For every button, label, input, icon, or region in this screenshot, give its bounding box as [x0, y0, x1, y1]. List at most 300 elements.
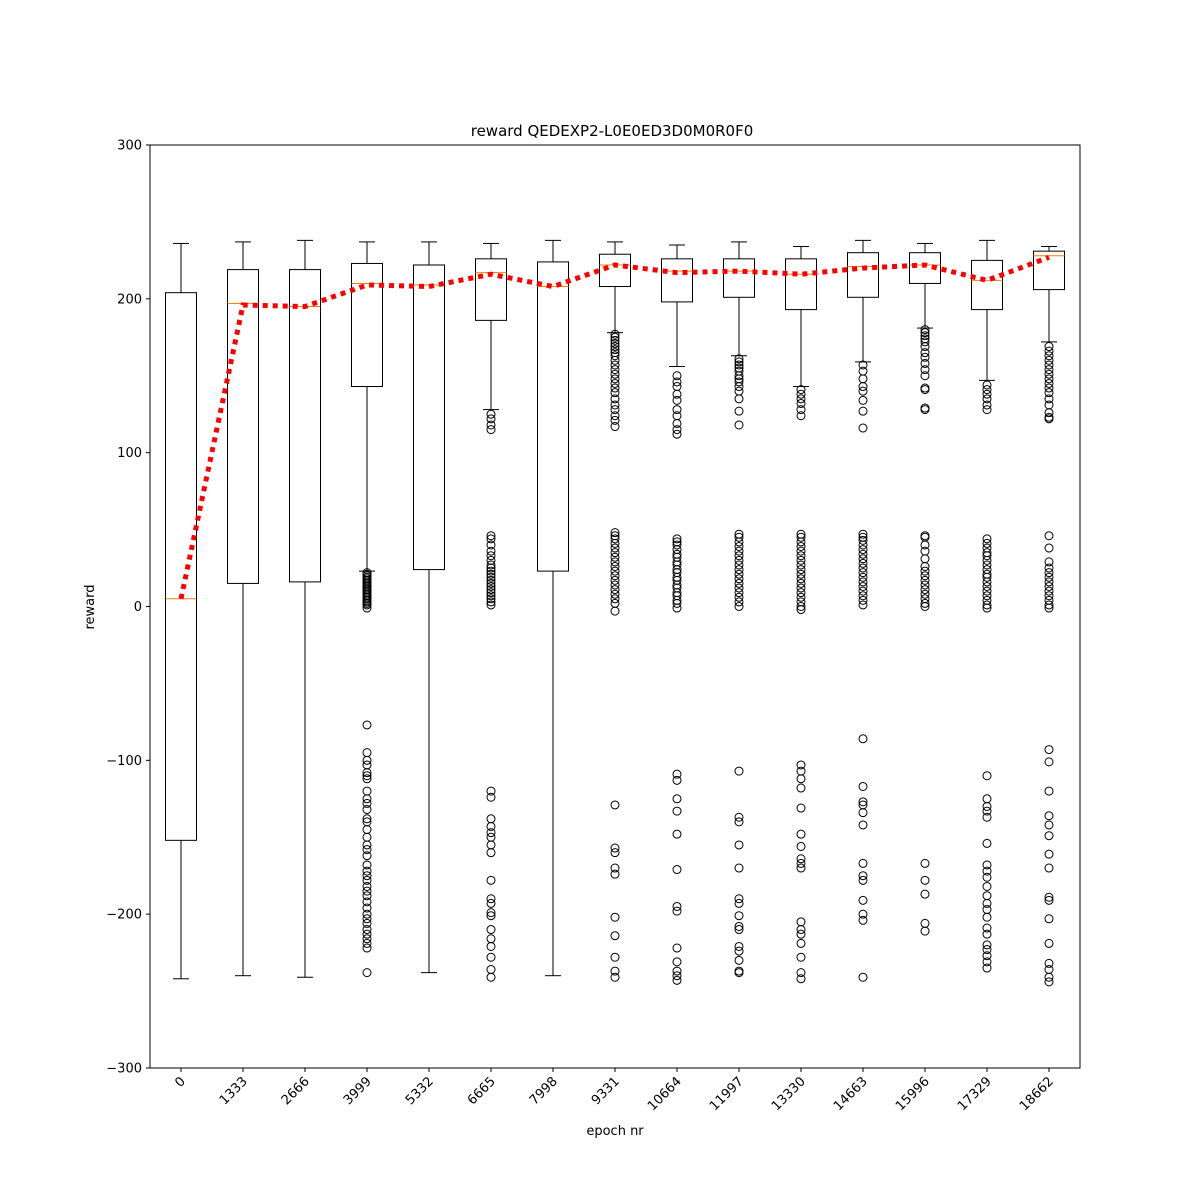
outlier-point — [735, 579, 743, 587]
outlier-point — [735, 538, 743, 546]
outlier-point — [363, 910, 371, 918]
outlier-point — [983, 535, 991, 543]
outlier-point — [1045, 850, 1053, 858]
outlier-point — [487, 966, 495, 974]
outlier-point — [1045, 973, 1053, 981]
outlier-point — [983, 930, 991, 938]
outlier-point — [1045, 821, 1053, 829]
outlier-point — [797, 556, 805, 564]
outlier-point — [983, 873, 991, 881]
outlier-point — [1045, 978, 1053, 986]
iqr-box — [414, 265, 445, 570]
outlier-point — [1045, 370, 1053, 378]
outlier-point — [797, 584, 805, 592]
x-tick-label: 3999 — [340, 1074, 375, 1109]
x-tick-label: 14663 — [830, 1074, 871, 1115]
outlier-point — [859, 564, 867, 572]
outlier-point — [921, 581, 929, 589]
outlier-point — [735, 603, 743, 611]
outlier-point — [859, 573, 867, 581]
box-13330 — [786, 247, 817, 983]
outlier-point — [1045, 352, 1053, 360]
outlier-point — [611, 563, 619, 571]
iqr-box — [786, 259, 817, 310]
outlier-point — [983, 882, 991, 890]
iqr-box — [290, 270, 321, 582]
outlier-point — [1045, 864, 1053, 872]
outlier-point — [1045, 592, 1053, 600]
outlier-point — [983, 578, 991, 586]
outlier-point — [1045, 587, 1053, 595]
outlier-point — [859, 735, 867, 743]
outlier-point — [673, 776, 681, 784]
box-14663 — [848, 240, 879, 981]
box-15996 — [910, 243, 941, 935]
outlier-point — [611, 567, 619, 575]
outlier-point — [487, 973, 495, 981]
outlier-point — [859, 809, 867, 817]
outlier-point — [363, 721, 371, 729]
box-3999 — [352, 242, 383, 977]
outlier-point — [1045, 966, 1053, 974]
outlier-point — [363, 852, 371, 860]
outlier-point — [921, 586, 929, 594]
outlier-point — [1045, 583, 1053, 591]
outlier-point — [983, 906, 991, 914]
outlier-point — [611, 412, 619, 420]
outlier-point — [1045, 532, 1053, 540]
outlier-point — [363, 926, 371, 934]
outlier-point — [983, 596, 991, 604]
outlier-point — [611, 544, 619, 552]
iqr-box — [724, 259, 755, 297]
outlier-point — [921, 349, 929, 357]
outlier-point — [735, 899, 743, 907]
chart-title: reward QEDEXP2-L0E0ED3D0M0R0F0 — [470, 122, 754, 140]
outlier-point — [363, 887, 371, 895]
outlier-point — [983, 544, 991, 552]
outlier-point — [797, 561, 805, 569]
x-tick-label: 7998 — [526, 1074, 561, 1109]
outlier-point — [797, 830, 805, 838]
outlier-point — [797, 579, 805, 587]
outlier-point — [673, 396, 681, 404]
outlier-point — [797, 566, 805, 574]
outlier-point — [735, 598, 743, 606]
outlier-point — [797, 953, 805, 961]
outlier-point — [735, 942, 743, 950]
outlier-point — [611, 590, 619, 598]
outlier-point — [797, 864, 805, 872]
outlier-point — [611, 581, 619, 589]
outlier-point — [363, 882, 371, 890]
outlier-point — [735, 813, 743, 821]
outlier-point — [487, 552, 495, 560]
outlier-point — [363, 867, 371, 875]
outlier-point — [487, 815, 495, 823]
outlier-point — [735, 593, 743, 601]
outlier-point — [797, 395, 805, 403]
outlier-point — [1045, 787, 1053, 795]
outlier-point — [921, 576, 929, 584]
outlier-point — [487, 899, 495, 907]
x-tick-label: 2666 — [278, 1074, 313, 1109]
y-tick-label: 200 — [117, 292, 142, 308]
outlier-point — [611, 849, 619, 857]
outlier-point — [487, 547, 495, 555]
outlier-point — [859, 916, 867, 924]
outlier-point — [859, 896, 867, 904]
outlier-point — [859, 559, 867, 567]
outlier-point — [363, 826, 371, 834]
box-0 — [166, 243, 197, 978]
x-tick-label: 5332 — [402, 1074, 437, 1109]
outlier-point — [797, 390, 805, 398]
outlier-point — [859, 821, 867, 829]
outlier-point — [735, 552, 743, 560]
x-axis — [172, 1068, 1056, 1114]
x-tick-label: 10664 — [644, 1074, 685, 1115]
outlier-point — [983, 913, 991, 921]
outlier-point — [363, 787, 371, 795]
outlier-point — [859, 546, 867, 554]
outlier-point — [735, 912, 743, 920]
outlier-point — [1045, 758, 1053, 766]
outlier-point — [673, 866, 681, 874]
outlier-point — [983, 802, 991, 810]
outlier-point — [487, 421, 495, 429]
outlier-point — [859, 383, 867, 391]
iqr-box — [228, 270, 259, 584]
outlier-point — [487, 953, 495, 961]
outlier-point — [1045, 746, 1053, 754]
box-11997 — [724, 242, 755, 977]
outlier-point — [363, 833, 371, 841]
outlier-point — [735, 575, 743, 583]
outlier-point — [859, 973, 867, 981]
outlier-point — [735, 566, 743, 574]
outlier-point — [983, 941, 991, 949]
outlier-point — [859, 592, 867, 600]
outlier-point — [673, 426, 681, 434]
outlier-point — [487, 410, 495, 418]
outlier-point — [673, 383, 681, 391]
outlier-point — [735, 818, 743, 826]
outlier-point — [487, 849, 495, 857]
box-2666 — [290, 240, 321, 977]
outlier-point — [1045, 375, 1053, 383]
outlier-point — [611, 366, 619, 374]
outlier-point — [735, 956, 743, 964]
outlier-point — [611, 576, 619, 584]
outlier-point — [921, 890, 929, 898]
outlier-point — [983, 592, 991, 600]
x-tick-label: 11997 — [706, 1074, 747, 1115]
outlier-point — [611, 553, 619, 561]
outlier-point — [611, 549, 619, 557]
outlier-point — [983, 381, 991, 389]
outlier-point — [797, 543, 805, 551]
outlier-point — [363, 795, 371, 803]
outlier-point — [673, 807, 681, 815]
outlier-point — [859, 569, 867, 577]
outlier-point — [1045, 569, 1053, 577]
outlier-point — [735, 547, 743, 555]
outlier-point — [735, 387, 743, 395]
outlier-point — [797, 918, 805, 926]
outlier-point — [983, 386, 991, 394]
outlier-point — [983, 587, 991, 595]
box-10664 — [662, 245, 693, 984]
y-axis — [106, 139, 150, 1077]
outlier-point — [983, 813, 991, 821]
x-tick-label: 0 — [172, 1074, 189, 1091]
x-tick-label: 15996 — [892, 1074, 933, 1115]
outlier-point — [797, 570, 805, 578]
outlier-point — [1045, 347, 1053, 355]
outlier-point — [673, 944, 681, 952]
outlier-point — [487, 426, 495, 434]
outlier-point — [983, 892, 991, 900]
outlier-point — [673, 907, 681, 915]
outlier-point — [611, 379, 619, 387]
outlier-point — [797, 775, 805, 783]
outlier-point — [983, 556, 991, 564]
outlier-point — [487, 793, 495, 801]
box-9331 — [600, 242, 631, 981]
outlier-point — [363, 806, 371, 814]
outlier-point — [673, 967, 681, 975]
outlier-point — [921, 572, 929, 580]
outlier-point — [673, 412, 681, 420]
outlier-point — [363, 939, 371, 947]
outlier-point — [921, 372, 929, 380]
iqr-box — [848, 253, 879, 298]
outlier-point — [735, 767, 743, 775]
outlier-point — [983, 839, 991, 847]
outlier-point — [735, 584, 743, 592]
outlier-point — [983, 539, 991, 547]
outlier-point — [983, 772, 991, 780]
outlier-point — [859, 424, 867, 432]
y-tick-label: 0 — [133, 600, 142, 615]
outlier-point — [363, 915, 371, 923]
outlier-point — [797, 939, 805, 947]
outlier-point — [859, 587, 867, 595]
plot-area — [166, 240, 1065, 985]
outlier-point — [859, 387, 867, 395]
outlier-point — [611, 607, 619, 615]
outlier-point — [611, 953, 619, 961]
outlier-point — [611, 586, 619, 594]
y-axis-label: reward — [83, 584, 98, 630]
outlier-point — [363, 969, 371, 977]
outlier-point — [487, 876, 495, 884]
outlier-point — [859, 555, 867, 563]
outlier-point — [983, 583, 991, 591]
outlier-point — [1045, 812, 1053, 820]
outlier-point — [673, 430, 681, 438]
x-tick-label: 17329 — [954, 1074, 995, 1115]
outlier-point — [797, 575, 805, 583]
outlier-point — [859, 578, 867, 586]
x-tick-label: 13330 — [768, 1074, 809, 1115]
outlier-point — [1045, 401, 1053, 409]
outlier-point — [921, 590, 929, 598]
outlier-point — [921, 555, 929, 563]
outlier-point — [735, 589, 743, 597]
outlier-point — [797, 593, 805, 601]
outlier-point — [859, 396, 867, 404]
outlier-point — [611, 595, 619, 603]
outlier-point — [983, 401, 991, 409]
outlier-point — [983, 795, 991, 803]
outlier-point — [363, 749, 371, 757]
outlier-point — [797, 598, 805, 606]
outlier-point — [859, 367, 867, 375]
x-tick-label: 6665 — [464, 1074, 499, 1109]
outlier-point — [797, 855, 805, 863]
outlier-point — [797, 547, 805, 555]
outlier-point — [859, 583, 867, 591]
outlier-point — [797, 538, 805, 546]
outlier-point — [921, 595, 929, 603]
outlier-point — [797, 412, 805, 420]
outlier-point — [735, 947, 743, 955]
outlier-point — [735, 407, 743, 415]
outlier-point — [611, 401, 619, 409]
outlier-point — [611, 356, 619, 364]
y-tick-label: −300 — [106, 1061, 142, 1077]
outlier-point — [859, 872, 867, 880]
outlier-point — [673, 902, 681, 910]
outlier-point — [487, 935, 495, 943]
outlier-point — [797, 859, 805, 867]
outlier-point — [735, 570, 743, 578]
outlier-point — [363, 841, 371, 849]
outlier-point — [921, 563, 929, 571]
outlier-point — [1045, 573, 1053, 581]
outlier-point — [611, 599, 619, 607]
outlier-point — [859, 550, 867, 558]
outlier-point — [797, 930, 805, 938]
outlier-point — [859, 375, 867, 383]
box-6665 — [476, 243, 507, 981]
outlier-point — [983, 406, 991, 414]
outlier-point — [487, 833, 495, 841]
outlier-point — [611, 423, 619, 431]
outlier-point — [673, 795, 681, 803]
outlier-point — [673, 976, 681, 984]
outlier-point — [487, 926, 495, 934]
box-5332 — [414, 242, 445, 973]
outlier-point — [983, 964, 991, 972]
outlier-point — [611, 384, 619, 392]
outlier-point — [797, 975, 805, 983]
outlier-point — [487, 841, 495, 849]
iqr-box — [662, 259, 693, 302]
outlier-point — [363, 761, 371, 769]
iqr-box — [476, 259, 507, 321]
outlier-point — [611, 361, 619, 369]
outlier-point — [859, 407, 867, 415]
outlier-point — [797, 767, 805, 775]
outlier-point — [611, 870, 619, 878]
outlier-point — [611, 801, 619, 809]
y-tick-label: −200 — [106, 907, 142, 923]
outlier-point — [673, 604, 681, 612]
outlier-point — [363, 944, 371, 952]
outlier-point — [735, 556, 743, 564]
x-tick-label: 1333 — [216, 1074, 251, 1109]
outlier-point — [487, 556, 495, 564]
outlier-point — [921, 547, 929, 555]
outlier-point — [363, 756, 371, 764]
outlier-point — [859, 876, 867, 884]
x-tick-label: 18662 — [1016, 1074, 1057, 1115]
outlier-point — [859, 782, 867, 790]
outlier-point — [487, 829, 495, 837]
outlier-point — [983, 561, 991, 569]
outlier-point — [797, 784, 805, 792]
outlier-point — [735, 543, 743, 551]
outlier-point — [797, 589, 805, 597]
outlier-point — [921, 859, 929, 867]
outlier-point — [797, 552, 805, 560]
outlier-point — [735, 864, 743, 872]
outlier-point — [1045, 544, 1053, 552]
outlier-point — [983, 566, 991, 574]
outlier-point — [797, 926, 805, 934]
outlier-point — [611, 539, 619, 547]
outlier-point — [1045, 578, 1053, 586]
iqr-box — [972, 260, 1003, 309]
outlier-point — [859, 541, 867, 549]
outlier-point — [735, 561, 743, 569]
outlier-point — [487, 895, 495, 903]
outlier-point — [735, 395, 743, 403]
iqr-box — [166, 293, 197, 841]
outlier-point — [1045, 343, 1053, 351]
outlier-point — [487, 942, 495, 950]
outlier-point — [859, 859, 867, 867]
y-tick-label: 100 — [117, 446, 142, 462]
outlier-point — [611, 913, 619, 921]
outlier-point — [735, 895, 743, 903]
outlier-point — [673, 958, 681, 966]
outlier-point — [859, 601, 867, 609]
outlier-point — [735, 383, 743, 391]
outlier-point — [611, 932, 619, 940]
outlier-point — [921, 567, 929, 575]
outlier-point — [1045, 832, 1053, 840]
outlier-point — [797, 804, 805, 812]
y-tick-label: 300 — [117, 138, 142, 154]
outlier-point — [611, 844, 619, 852]
outlier-point — [859, 596, 867, 604]
box-17329 — [972, 240, 1003, 972]
outlier-point — [1045, 366, 1053, 374]
x-tick-label: 9331 — [588, 1074, 623, 1109]
outlier-point — [1045, 361, 1053, 369]
outlier-point — [1045, 939, 1053, 947]
outlier-point — [611, 375, 619, 383]
outlier-point — [673, 378, 681, 386]
outlier-point — [983, 390, 991, 398]
x-axis-label: epoch nr — [586, 1124, 644, 1139]
outlier-point — [735, 841, 743, 849]
outlier-point — [735, 421, 743, 429]
